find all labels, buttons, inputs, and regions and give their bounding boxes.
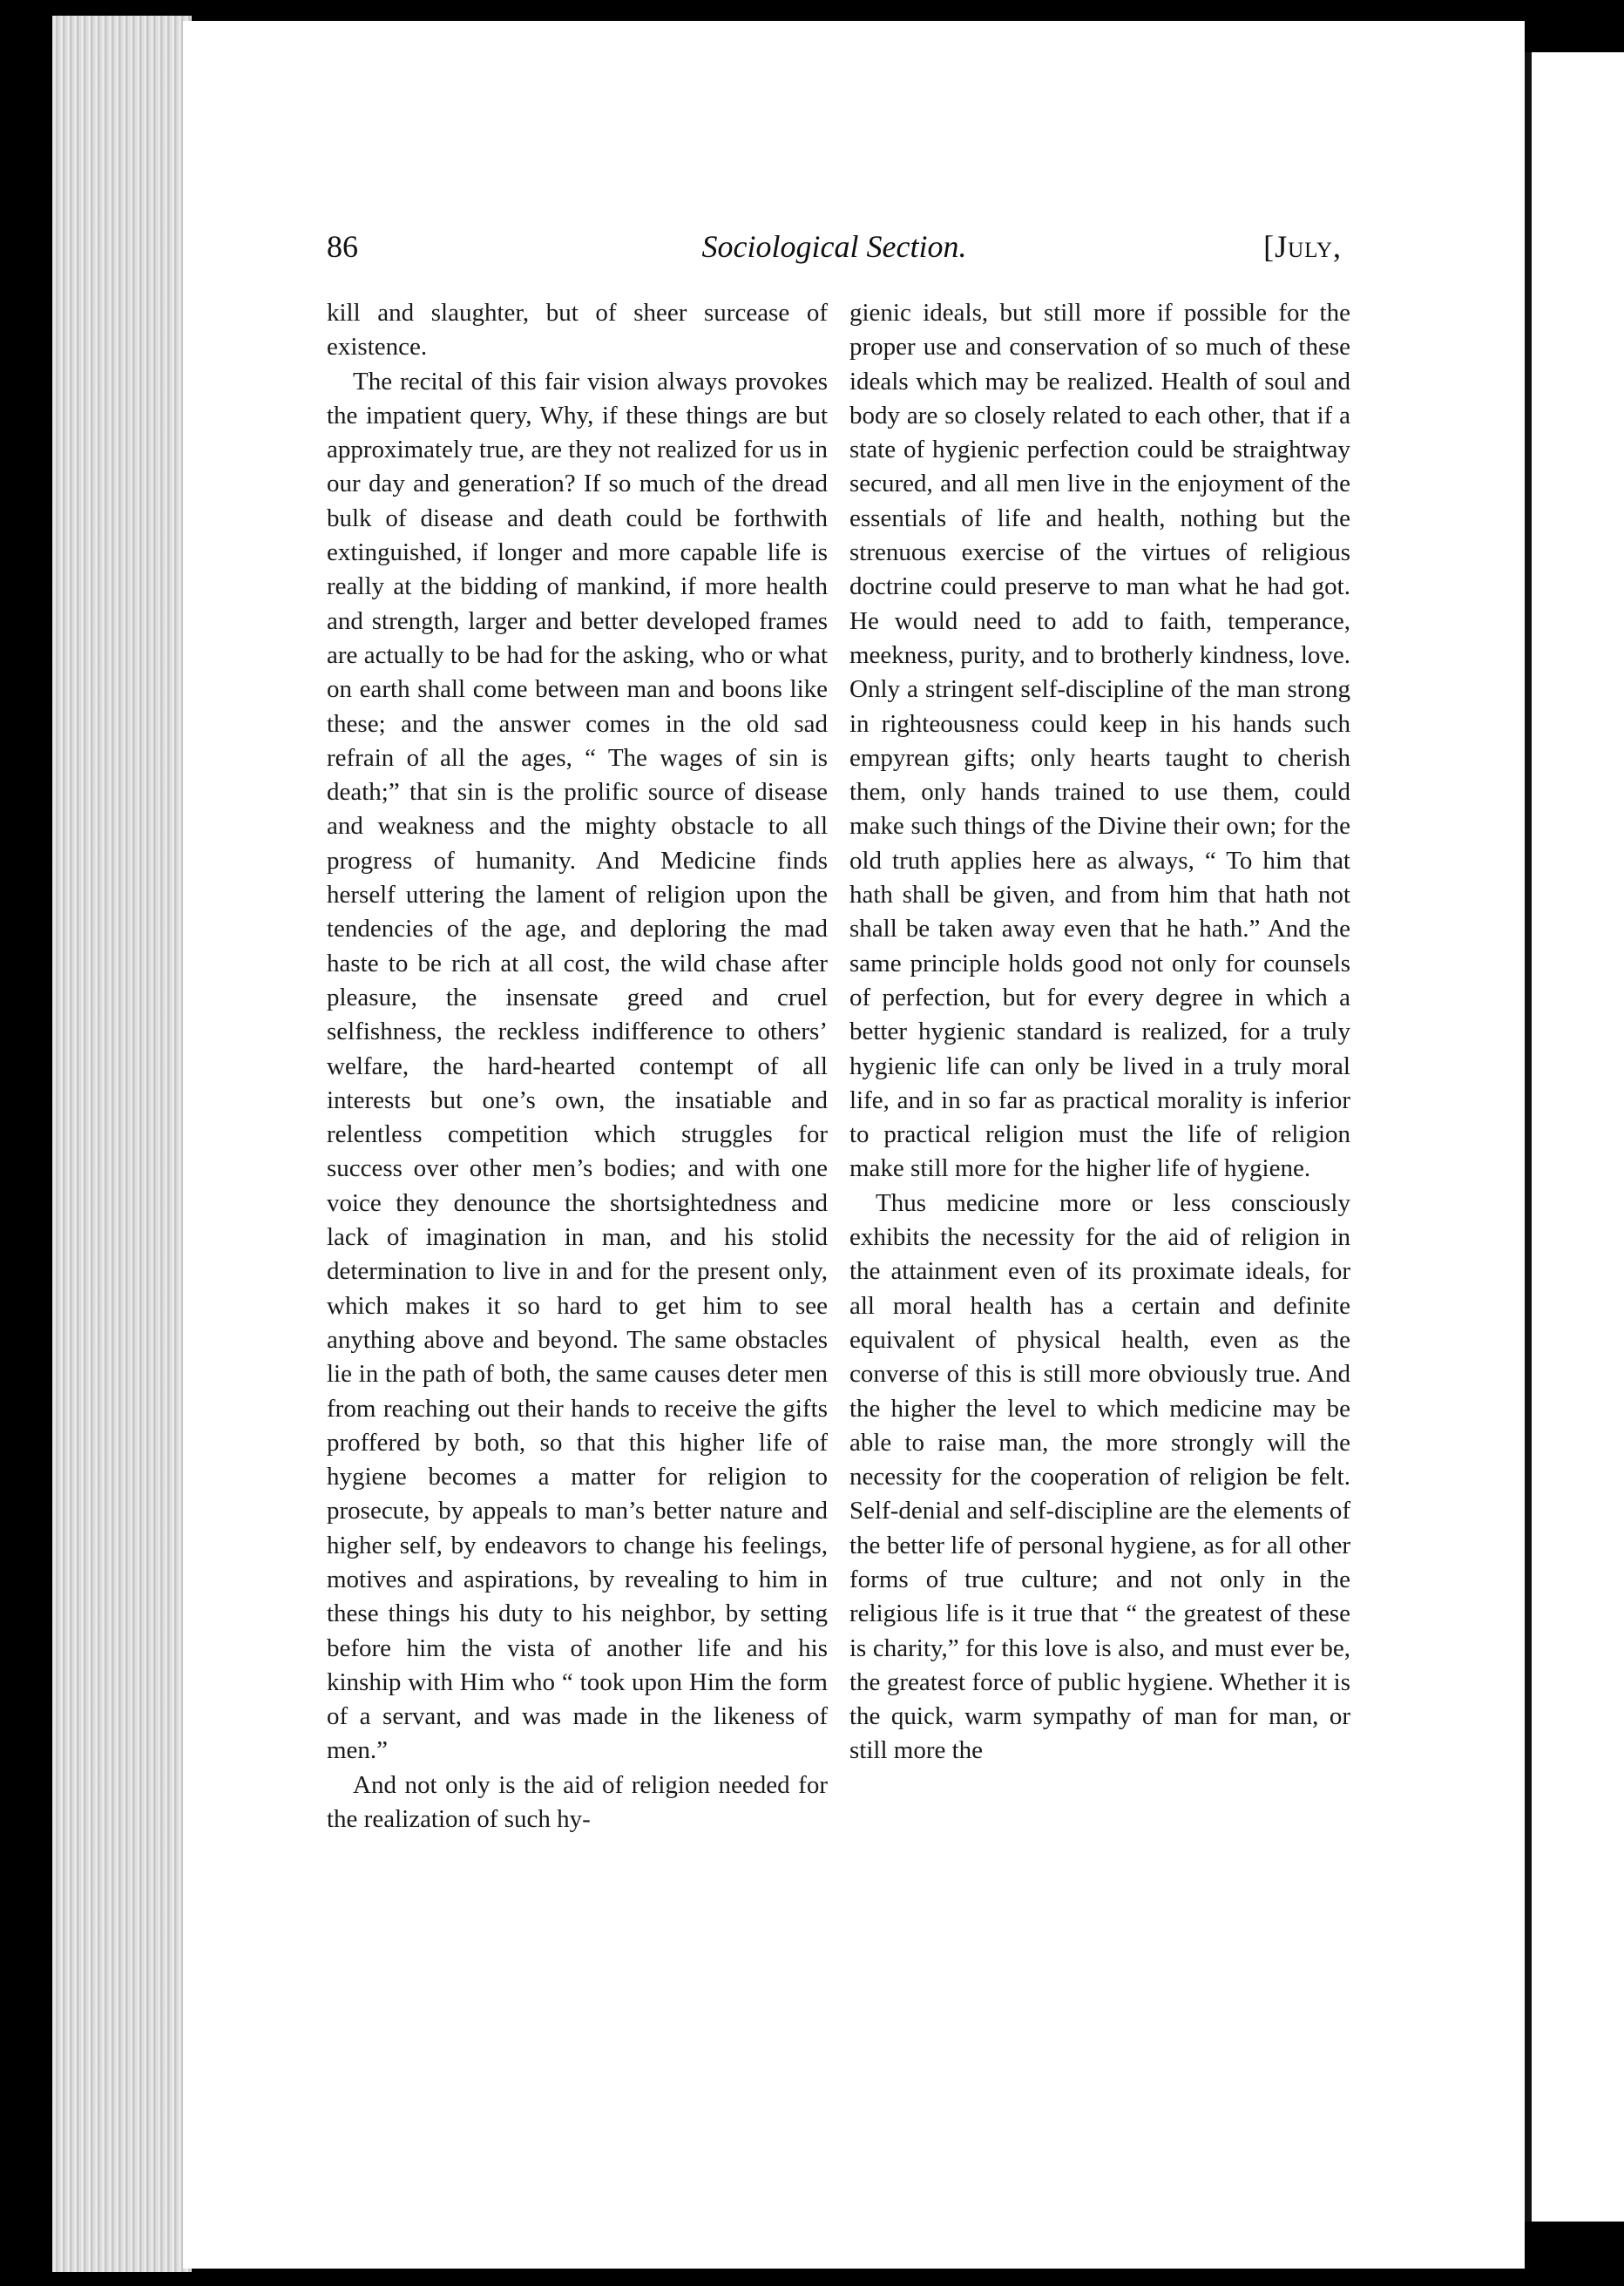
paragraph: Thus medicine more or less consciously exhibits the necessity for the aid of religion in the attainment even of its proximate ideals, for all moral health has a certain and definite equivalent of physical health, even as the converse of this is still more obviously true. And the higher the level to which medicine may be able to raise man, the more strongly will the necessity for the cooperation of religion be felt. Self-denial and self-discipline are the elements of the better life of personal hygiene, as for all other forms of true culture; and not only in the religious life is it true that “ the greatest of these is charity,” for this love is also, and must ever be, the greatest force of public hygiene. Whether it is the quick, warm sympathy of man for man, or still more the bbox=[849, 1188, 1350, 1765]
text-column-right bbox=[849, 296, 1350, 1769]
paragraph: gienic ideals, but still more if possible for the proper use and conservation of so much of these ideals which may be realized. Health of soul and body are so closely related to each other, that if a state of hygienic perfection could be straightway secured, and all men live in the enjoyment of the essentials of life and health, nothing but the strenuous exercise of the virtues of religious doctrine could preserve to man what he had got. He would need to add to faith, temperance, meekness, purity, and to brotherly kindness, love. Only a stringent self-discipline of the man strong in righteousness could keep in his hands such empyrean gifts; only hearts taught to cherish them, only hands trained to use them, could make such things of the Divine their own; for the old truth applies here as always, “ To him that hath shall be given, and from him that hath not shall be taken away even that he hath.” And the same principle holds good not only for counsels of perfection, but for every degree in which a better hygienic standard is realized, for a truly hygienic life can only be lived in a truly moral life, and in so far as practical morality is inferior to practical religion must the life of religion make still more for the higher life of hygiene. bbox=[849, 299, 1350, 1183]
running-head bbox=[327, 228, 1342, 272]
section-title: Sociological Section. bbox=[701, 229, 967, 264]
facing-page-edge bbox=[1525, 52, 1624, 2222]
text-column-left bbox=[327, 296, 828, 1836]
book-page-edge bbox=[52, 16, 192, 2272]
paragraph: And not only is the aid of religion needed for the realization of such hy- bbox=[327, 1770, 828, 1834]
paragraph: kill and slaughter, but of sheer surcease of existence. bbox=[327, 299, 828, 362]
paragraph: The recital of this fair vision always provokes the impatient query, Why, if these things are but approximately true, are they not realized for us in our day and generation? If so much of the dread bulk of disease and death could be forthwith extinguished, if longer and more capable life is really at the bidding of mankind, if more health and strength, larger and better developed frames are actually to be had for the asking, who or what on earth shall come between man and boons like these; and the answer comes in the old sad refrain of all the ages, “ The wages of sin is death;” that sin is the prolific source of disease and weakness and the mighty obstacle to all progress of humanity. And Medicine finds herself uttering the lament of religion upon the tendencies of the age, and deploring the mad haste to be rich at all cost, the wild chase after pleasure, the insensate greed and cruel selfishness, the reckless indifference to others’ welfare, the hard-hearted contempt of all interests but one’s own, the insatiable and relentless competition which struggles for success over other men’s bodies; and with one voice they denounce the shortsightedness and lack of imagination in man, and his stolid determination to live in and for the present only, which makes it so hard to get him to see anything above and beyond. The same obstacles lie in the path of both, the same causes deter men from reaching out their hands to receive the gifts proffered by both, so that this higher life of hygiene becomes a matter for religion to prosecute, by appeals to man’s better nature and higher self, by endeavors to change his feelings, motives and aspirations, by revealing to him in these things his duty to his neighbor, by setting before him the vista of another life and his kinship with Him who “ took upon Him the form of a servant, and was made in the likeness of men.” bbox=[327, 367, 828, 1765]
running-head-month: [July, bbox=[1263, 229, 1342, 264]
page-number: 86 bbox=[327, 229, 358, 264]
